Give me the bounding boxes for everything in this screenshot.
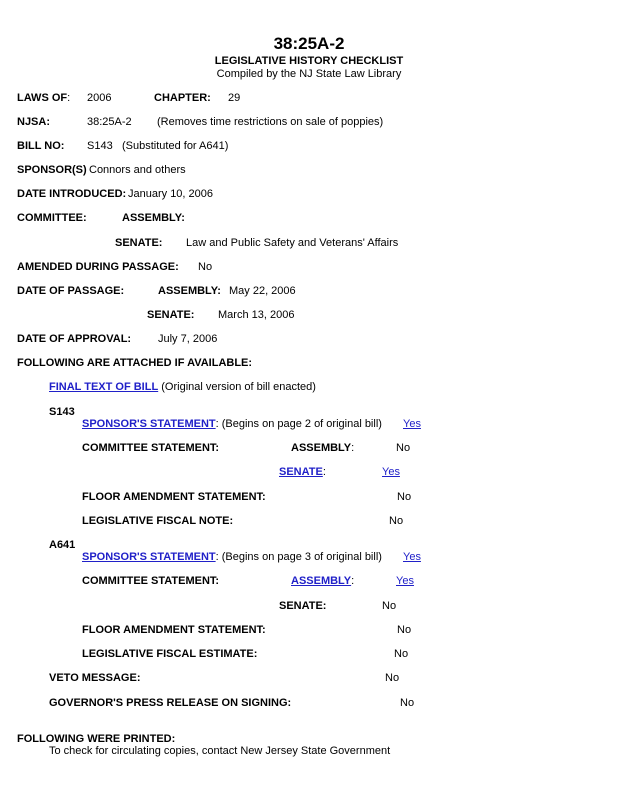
s143-fiscal-value: No	[389, 515, 404, 527]
compiled-by: Compiled by the NJ State Law Library	[216, 68, 402, 80]
final-text-row	[49, 381, 316, 394]
bill-no-value: S143	[87, 140, 113, 152]
laws-of-value: 2006	[87, 92, 112, 104]
s143-fiscal-label: LEGISLATIVE FISCAL NOTE:	[82, 515, 234, 527]
final-text-desc: (Original version of bill enacted)	[161, 381, 316, 393]
press-release-label: GOVERNOR'S PRESS RELEASE ON SIGNING:	[49, 697, 292, 709]
passage-label: DATE OF PASSAGE:	[17, 285, 125, 297]
njsa-value: 38:25A-2	[87, 116, 132, 128]
njsa-description: (Removes time restrictions on sale of poppies)	[157, 116, 384, 128]
sponsors-label: SPONSOR(S)	[17, 164, 87, 176]
printed-note: To check for circulating copies, contact New Jersey State Government	[49, 745, 391, 757]
printed-label: FOLLOWING WERE PRINTED:	[17, 733, 176, 745]
committee-senate-label: SENATE:	[115, 237, 163, 249]
s143-floor-value: No	[397, 491, 412, 503]
s143-sponsor-yes-link[interactable]: Yes	[403, 418, 421, 430]
veto-value: No	[385, 672, 400, 684]
approval-value: July 7, 2006	[158, 333, 218, 345]
sponsors-value: Connors and others	[89, 164, 186, 176]
date-introduced-label: DATE INTRODUCED:	[17, 188, 127, 200]
s143-sponsor-desc: : (Begins on page 2 of original bill)	[215, 418, 382, 430]
s143-committee-senate-yes-link[interactable]: Yes	[382, 466, 400, 478]
page-title: 38:25A-2	[273, 34, 345, 53]
njsa-label: NJSA:	[17, 116, 51, 128]
chapter-value: 29	[228, 92, 241, 104]
s143-committee-label: COMMITTEE STATEMENT:	[82, 442, 220, 454]
a641-committee-senate-label: SENATE:	[279, 600, 327, 612]
page-subtitle: LEGISLATIVE HISTORY CHECKLIST	[214, 55, 404, 67]
passage-assembly-label: ASSEMBLY:	[158, 285, 221, 297]
passage-senate-value: March 13, 2006	[218, 309, 295, 321]
a641-committee-assembly-yes-link[interactable]: Yes	[396, 575, 414, 587]
final-text-link[interactable]: FINAL TEXT OF BILL	[49, 381, 159, 393]
date-introduced-value: January 10, 2006	[128, 188, 214, 200]
s143-sponsor-link[interactable]: SPONSOR'S STATEMENT	[82, 418, 216, 430]
committee-label: COMMITTEE:	[17, 212, 87, 224]
a641-sponsor-yes-link[interactable]: Yes	[403, 551, 421, 563]
a641-floor-value: No	[397, 624, 412, 636]
veto-label: VETO MESSAGE:	[49, 672, 141, 684]
s143-committee-senate-row: SENATE:	[279, 466, 326, 478]
bill-no-description: (Substituted for A641)	[122, 140, 229, 152]
a641-floor-label: FLOOR AMENDMENT STATEMENT:	[82, 624, 266, 636]
a641-committee-label: COMMITTEE STATEMENT:	[82, 575, 220, 587]
amended-label: AMENDED DURING PASSAGE:	[17, 261, 179, 273]
chapter-label: CHAPTER:	[154, 92, 211, 104]
press-release-value: No	[400, 697, 415, 709]
attached-label: FOLLOWING ARE ATTACHED IF AVAILABLE:	[17, 357, 253, 369]
a641-committee-assembly-row: ASSEMBLY:	[291, 575, 355, 587]
a641-fiscal-label: LEGISLATIVE FISCAL ESTIMATE:	[82, 648, 258, 660]
committee-senate-value: Law and Public Safety and Veterans' Affairs	[186, 237, 399, 249]
s143-floor-label: FLOOR AMENDMENT STATEMENT:	[82, 491, 266, 503]
a641-fiscal-value: No	[394, 648, 409, 660]
laws-of-label: LAWS OF:	[17, 92, 71, 104]
s143-committee-senate-link[interactable]: SENATE	[279, 466, 323, 478]
s143-label: S143	[49, 406, 75, 418]
a641-label: A641	[49, 539, 76, 551]
s143-sponsor-row	[82, 418, 382, 431]
a641-committee-assembly-link[interactable]: ASSEMBLY	[291, 575, 352, 587]
passage-senate-label: SENATE:	[147, 309, 195, 321]
passage-assembly-value: May 22, 2006	[229, 285, 296, 297]
approval-label: DATE OF APPROVAL:	[17, 333, 132, 345]
s143-committee-assembly-value: No	[396, 442, 411, 454]
s143-committee-assembly-label: ASSEMBLY:	[291, 442, 355, 454]
amended-value: No	[198, 261, 213, 273]
committee-assembly-label: ASSEMBLY:	[122, 212, 185, 224]
a641-sponsor-desc: : (Begins on page 3 of original bill)	[215, 551, 382, 563]
bill-no-label: BILL NO:	[17, 140, 65, 152]
a641-committee-senate-value: No	[382, 600, 397, 612]
a641-sponsor-row	[82, 551, 382, 564]
a641-sponsor-link[interactable]: SPONSOR'S STATEMENT	[82, 551, 216, 563]
